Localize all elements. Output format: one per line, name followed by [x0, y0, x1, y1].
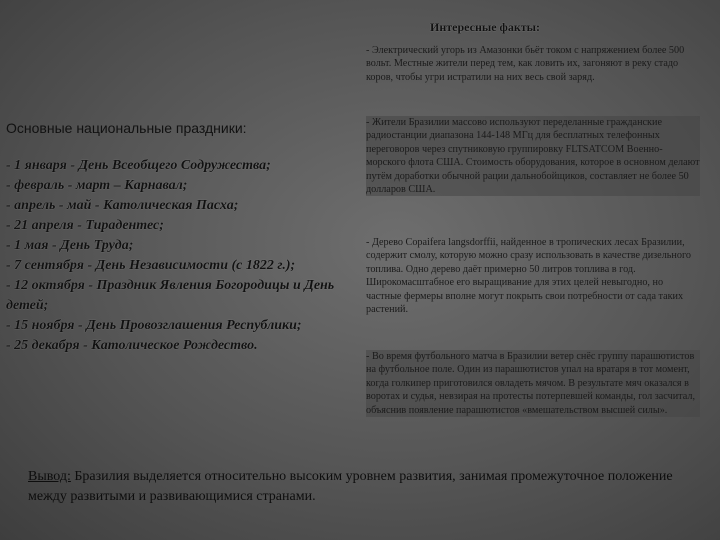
fact-item: - Дерево Copaifera langsdorffii, найденное в тропических лесах Бразилии, содержит смолу, которую можно сразу использовать в качестве дизельного топлива. Одно дерево даёт примерно 50 литров топлива в год. Широкомасштабное его выращивание для этих целей невыгодно, но частные фермеры вполне могут покрыть свои потребности от сада таких растений.: [366, 237, 691, 316]
holiday-item: - 25 декабря - Католическое Рождество.: [6, 338, 258, 353]
holiday-item: - 7 сентября - День Независимости (с 1822 г.);: [6, 258, 296, 273]
fact-item: - Во время футбольного матча в Бразилии ветер снёс группу парашютистов на футбольное поле. Один из парашютистов упал на вратаря в тот момент, когда голкипер приготовился овладеть мячом. В результате мяч оказался в воротах и судья, невзирая на протесты потерпевшей команды, гол засчитал, объяснив появление парашютистов «вмешательством высшей силы».: [366, 350, 700, 417]
conclusion-text: Бразилия выделяется относительно высоким уровнем развития, занимая промежуточное положение между развитыми и развивающимися странами.: [28, 469, 673, 504]
holiday-item: - 1 мая - День Труда;: [6, 238, 134, 253]
fact-item: - Электрический угорь из Амазонки бьёт током с напряжением более 500 вольт. Местные жители перед тем, как ловить их, загоняют в реку стадо коров, чтобы угри истратили на них весь свой заряд.: [366, 45, 685, 83]
holiday-item: - 15 ноября - День Провозглашения Республики;: [6, 318, 302, 333]
conclusion-label: Вывод:: [28, 469, 71, 484]
holiday-item: - 1 января - День Всеобщего Содружества;: [6, 158, 271, 173]
holiday-item: - 12 октября - Праздник Явления Богородицы и День детей;: [6, 278, 335, 313]
holiday-item: - апрель - май - Католическая Пасха;: [6, 198, 239, 213]
conclusion: [28, 467, 708, 507]
fact-item: - Жители Бразилии массово используют переделанные гражданские радиостанции диапазона 144-148 МГц для бесплатных телефонных переговоров через спутниковую группировку FLTSATCOM Военно-морского флота США. Стоимость оборудования, которое в основном делают путём доработки обычной рации дальнобойщиков, составляет не более 50 долларов США.: [366, 117, 700, 196]
holidays-title: Основные национальные праздники:: [6, 120, 247, 136]
facts-title: Интересные факты:: [430, 20, 541, 34]
holidays-section: [6, 120, 351, 356]
holiday-item: - 21 апреля - Тирадентес;: [6, 218, 164, 233]
holiday-item: - февраль - март – Карнавал;: [6, 178, 188, 193]
